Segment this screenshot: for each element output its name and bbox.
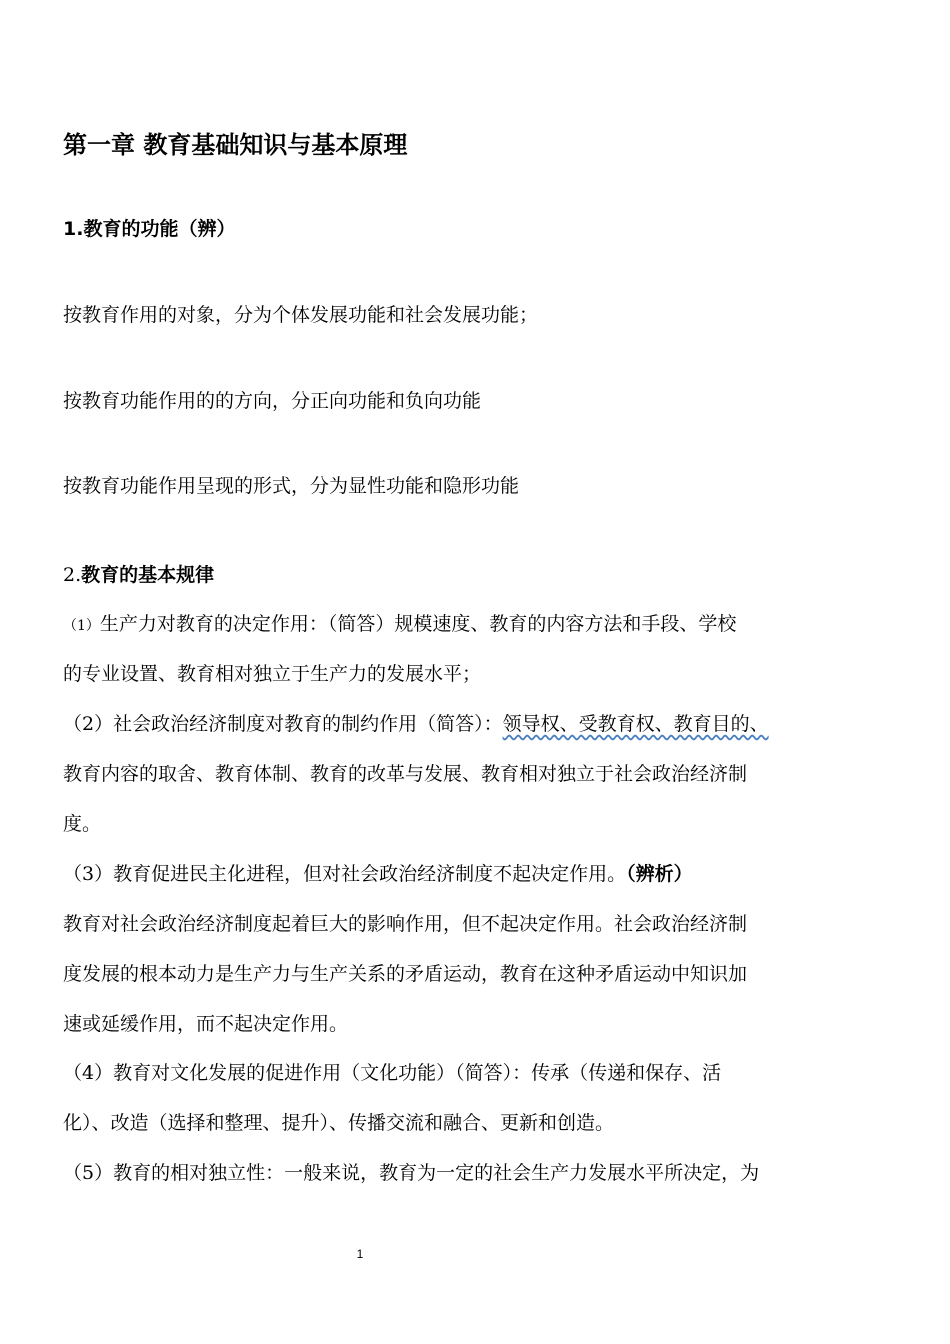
section-1-item-3: 按教育功能作用呈现的形式，分为显性功能和隐形功能 <box>63 475 520 497</box>
section-2-heading <box>63 562 214 588</box>
paragraph-2-line-1 <box>63 711 769 737</box>
paragraph-1-text: 生产力对教育的决定作用：（简答）规模速度、教育的内容方法和手段、学校 <box>99 613 737 635</box>
section-1-heading: 1.教育的功能（辨） <box>63 218 236 240</box>
paragraph-2-line-3: 度。 <box>63 813 102 835</box>
paragraph-3-tag: （辨析） <box>626 863 693 885</box>
paragraph-4-line-2: 化）、改造（选择和整理、提升）、传播交流和融合、更新和创造。 <box>63 1112 615 1134</box>
section-1-item-2: 按教育功能作用的的方向，分正向功能和负向功能 <box>63 390 482 412</box>
section-2-heading-number: 2. <box>63 564 82 586</box>
paragraph-5-line-1: （5）教育的相对独立性：一般来说，教育为一定的社会生产力发展水平所决定，为 <box>63 1162 760 1184</box>
section-2-heading-text: 教育的基本规律 <box>81 564 215 586</box>
paragraph-2-underlined: 领导权、受教育权、教育目的、 <box>502 713 769 735</box>
paragraph-3-line-1 <box>63 861 693 887</box>
paragraph-2-line-2: 教育内容的取舍、教育体制、教育的改革与发展、教育相对独立于社会政治经济制 <box>63 763 748 785</box>
section-1-item-1: 按教育作用的对象，分为个体发展功能和社会发展功能； <box>63 304 539 326</box>
paragraph-3-line-3: 度发展的根本动力是生产力与生产关系的矛盾运动，教育在这种矛盾运动中知识加 <box>63 963 748 985</box>
paragraph-3-line-4: 速或延缓作用，而不起决定作用。 <box>63 1013 349 1035</box>
paragraph-3-line-2: 教育对社会政治经济制度起着巨大的影响作用，但不起决定作用。社会政治经济制 <box>63 913 748 935</box>
paragraph-3-lead: （3）教育促进民主化进程，但对社会政治经济制度不起决定作用。 <box>63 863 627 885</box>
paragraph-1-line-1 <box>63 611 736 639</box>
paragraph-4-line-1: （4）教育对文化发展的促进作用（文化功能）（简答）：传承（传递和保存、活 <box>63 1062 722 1084</box>
page-number: 1 <box>356 1247 364 1261</box>
paragraph-2-lead: （2）社会政治经济制度对教育的制约作用（简答）： <box>63 713 503 735</box>
paragraph-1-marker: （1） <box>63 618 100 634</box>
paragraph-1-line-2: 的专业设置、教育相对独立于生产力的发展水平； <box>63 663 482 685</box>
chapter-title: 第一章 教育基础知识与基本原理 <box>63 131 408 159</box>
